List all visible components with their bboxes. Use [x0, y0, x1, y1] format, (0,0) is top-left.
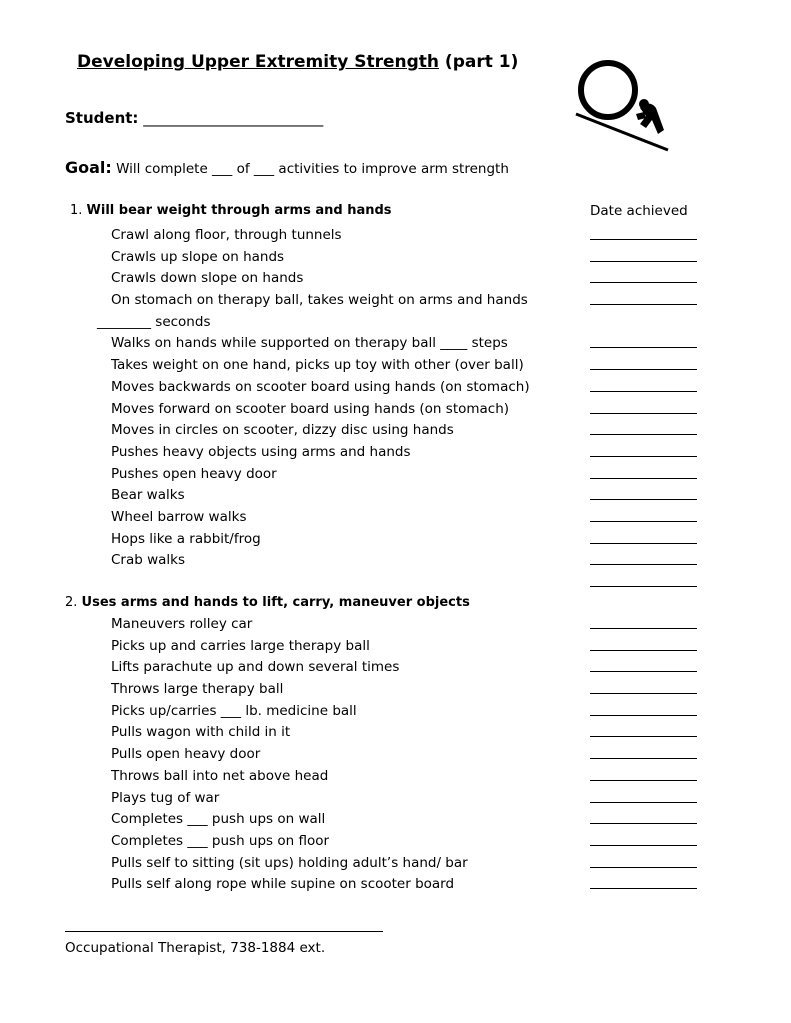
- section-1-list: [0, 225, 791, 594]
- date-blank-line: [590, 628, 697, 629]
- goal-statement: [65, 158, 509, 177]
- date-blank-line: [590, 564, 697, 565]
- activity-text: Crawl along floor, through tunnels: [111, 227, 342, 243]
- activity-row: [0, 485, 791, 507]
- activity-text: Pushes heavy objects using arms and hands: [111, 443, 411, 460]
- date-blank-line: [590, 478, 697, 479]
- section-1-number: 1.: [70, 203, 83, 218]
- activity-text: Wheel barrow walks: [111, 508, 247, 525]
- date-blank-line: [590, 693, 697, 694]
- date-blank-line: [590, 434, 697, 435]
- student-blank: ________________________: [143, 109, 324, 127]
- date-blank-line: [590, 650, 697, 651]
- section-2-heading: [65, 593, 470, 613]
- date-blank-line: [590, 456, 697, 457]
- student-field: [65, 109, 323, 127]
- page-title: [77, 52, 518, 72]
- activity-text: ________ seconds: [97, 313, 211, 330]
- activity-row: [0, 377, 791, 399]
- date-blank-line: [590, 867, 697, 868]
- activity-row: [0, 529, 791, 551]
- date-achieved-header: Date achieved: [590, 203, 688, 219]
- activity-row: [0, 442, 791, 464]
- activity-text: Completes ___ push ups on floor: [111, 832, 330, 849]
- date-blank-line: [590, 413, 697, 414]
- date-blank-line: [590, 802, 697, 803]
- activity-row: [0, 679, 791, 701]
- activity-row: [0, 853, 791, 875]
- date-blank-line: [590, 391, 697, 392]
- date-blank-line: [590, 671, 697, 672]
- activity-text: Pushes open heavy door: [111, 465, 277, 482]
- activity-text: Hops like a rabbit/frog: [111, 530, 261, 547]
- activity-text: Moves in circles on scooter, dizzy disc using hands: [111, 422, 454, 439]
- therapist-contact: Occupational Therapist, 738-1884 ext.: [65, 940, 326, 956]
- date-blank-line: [590, 347, 697, 348]
- activity-row: [0, 701, 791, 723]
- activity-row: [0, 507, 791, 529]
- activity-text: Maneuvers rolley car: [111, 616, 253, 632]
- date-blank-line: [590, 780, 697, 781]
- activity-row: [0, 614, 791, 636]
- date-blank-line: [590, 823, 697, 824]
- signature-line: [65, 931, 383, 932]
- activity-text: Pulls open heavy door: [111, 746, 261, 763]
- activity-row: [0, 290, 791, 312]
- title-main: Developing Upper Extremity Strength: [77, 52, 439, 72]
- activity-text: Crab walks: [111, 552, 186, 569]
- activity-row: [0, 225, 791, 247]
- activity-row: [0, 399, 791, 421]
- activity-text: Picks up/carries ___ lb. medicine ball: [111, 702, 357, 719]
- date-blank-line: [590, 304, 697, 305]
- date-blank-line: [590, 499, 697, 500]
- activity-row: [0, 464, 791, 486]
- date-blank-line: [590, 261, 697, 262]
- activity-text: Crawls down slope on hands: [111, 270, 304, 287]
- activity-row: [0, 247, 791, 269]
- date-blank-line: [590, 239, 697, 240]
- date-blank-line: [590, 845, 697, 846]
- person-pushing-ball-uphill-icon: [574, 58, 674, 154]
- date-blank-line: [590, 543, 697, 544]
- student-label: Student:: [65, 109, 139, 127]
- date-blank-line: [590, 736, 697, 737]
- activity-row: [0, 312, 791, 334]
- activity-text: Completes ___ push ups on wall: [111, 811, 326, 828]
- activity-text: Bear walks: [111, 487, 185, 504]
- activity-text: Crawls up slope on hands: [111, 248, 285, 265]
- section-2-number: 2.: [65, 595, 78, 610]
- activity-text: Walks on hands while supported on therapy ball ____ steps: [111, 335, 508, 352]
- activity-row: [0, 268, 791, 290]
- date-blank-line: [590, 369, 697, 370]
- activity-row: [0, 657, 791, 679]
- title-part: (part 1): [439, 52, 519, 72]
- activity-row: [0, 420, 791, 442]
- activity-text: Pulls wagon with child in it: [111, 724, 291, 741]
- activity-text: Pulls self along rope while supine on scooter board: [111, 876, 455, 893]
- activity-row: [0, 333, 791, 355]
- date-blank-line: [590, 282, 697, 283]
- activity-text: Picks up and carries large therapy ball: [111, 637, 370, 654]
- section-1-heading: [70, 201, 392, 221]
- date-blank-line: [590, 586, 697, 587]
- activity-row: [0, 766, 791, 788]
- activity-row: [0, 874, 791, 896]
- goal-text: Will complete ___ of ___ activities to improve arm strength: [111, 161, 509, 177]
- activity-row: [0, 572, 791, 594]
- date-blank-line: [590, 521, 697, 522]
- date-blank-line: [590, 715, 697, 716]
- activity-row: [0, 744, 791, 766]
- activity-text: Throws large therapy ball: [111, 681, 284, 698]
- activity-row: [0, 636, 791, 658]
- activity-row: [0, 550, 791, 572]
- section-1-title: Will bear weight through arms and hands: [86, 203, 392, 218]
- activity-text: Pulls self to sitting (sit ups) holding adult’s hand/ bar: [111, 854, 468, 871]
- activity-row: [0, 355, 791, 377]
- activity-row: [0, 788, 791, 810]
- activity-row: [0, 831, 791, 853]
- activity-text: Plays tug of war: [111, 789, 220, 806]
- activity-row: [0, 722, 791, 744]
- activity-text: Lifts parachute up and down several times: [111, 659, 400, 676]
- activity-text: Moves forward on scooter board using hands (on stomach): [111, 400, 510, 417]
- activity-text: On stomach on therapy ball, takes weight on arms and hands: [111, 292, 528, 309]
- date-blank-line: [590, 888, 697, 889]
- activity-text: Takes weight on one hand, picks up toy with other (over ball): [111, 357, 524, 374]
- section-2-list: [0, 614, 791, 896]
- goal-label: Goal:: [65, 158, 112, 177]
- section-2-title: Uses arms and hands to lift, carry, maneuver objects: [81, 595, 470, 610]
- activity-row: [0, 809, 791, 831]
- activity-text: Throws ball into net above head: [111, 767, 329, 784]
- activity-text: Moves backwards on scooter board using hands (on stomach): [111, 378, 530, 395]
- date-blank-line: [590, 758, 697, 759]
